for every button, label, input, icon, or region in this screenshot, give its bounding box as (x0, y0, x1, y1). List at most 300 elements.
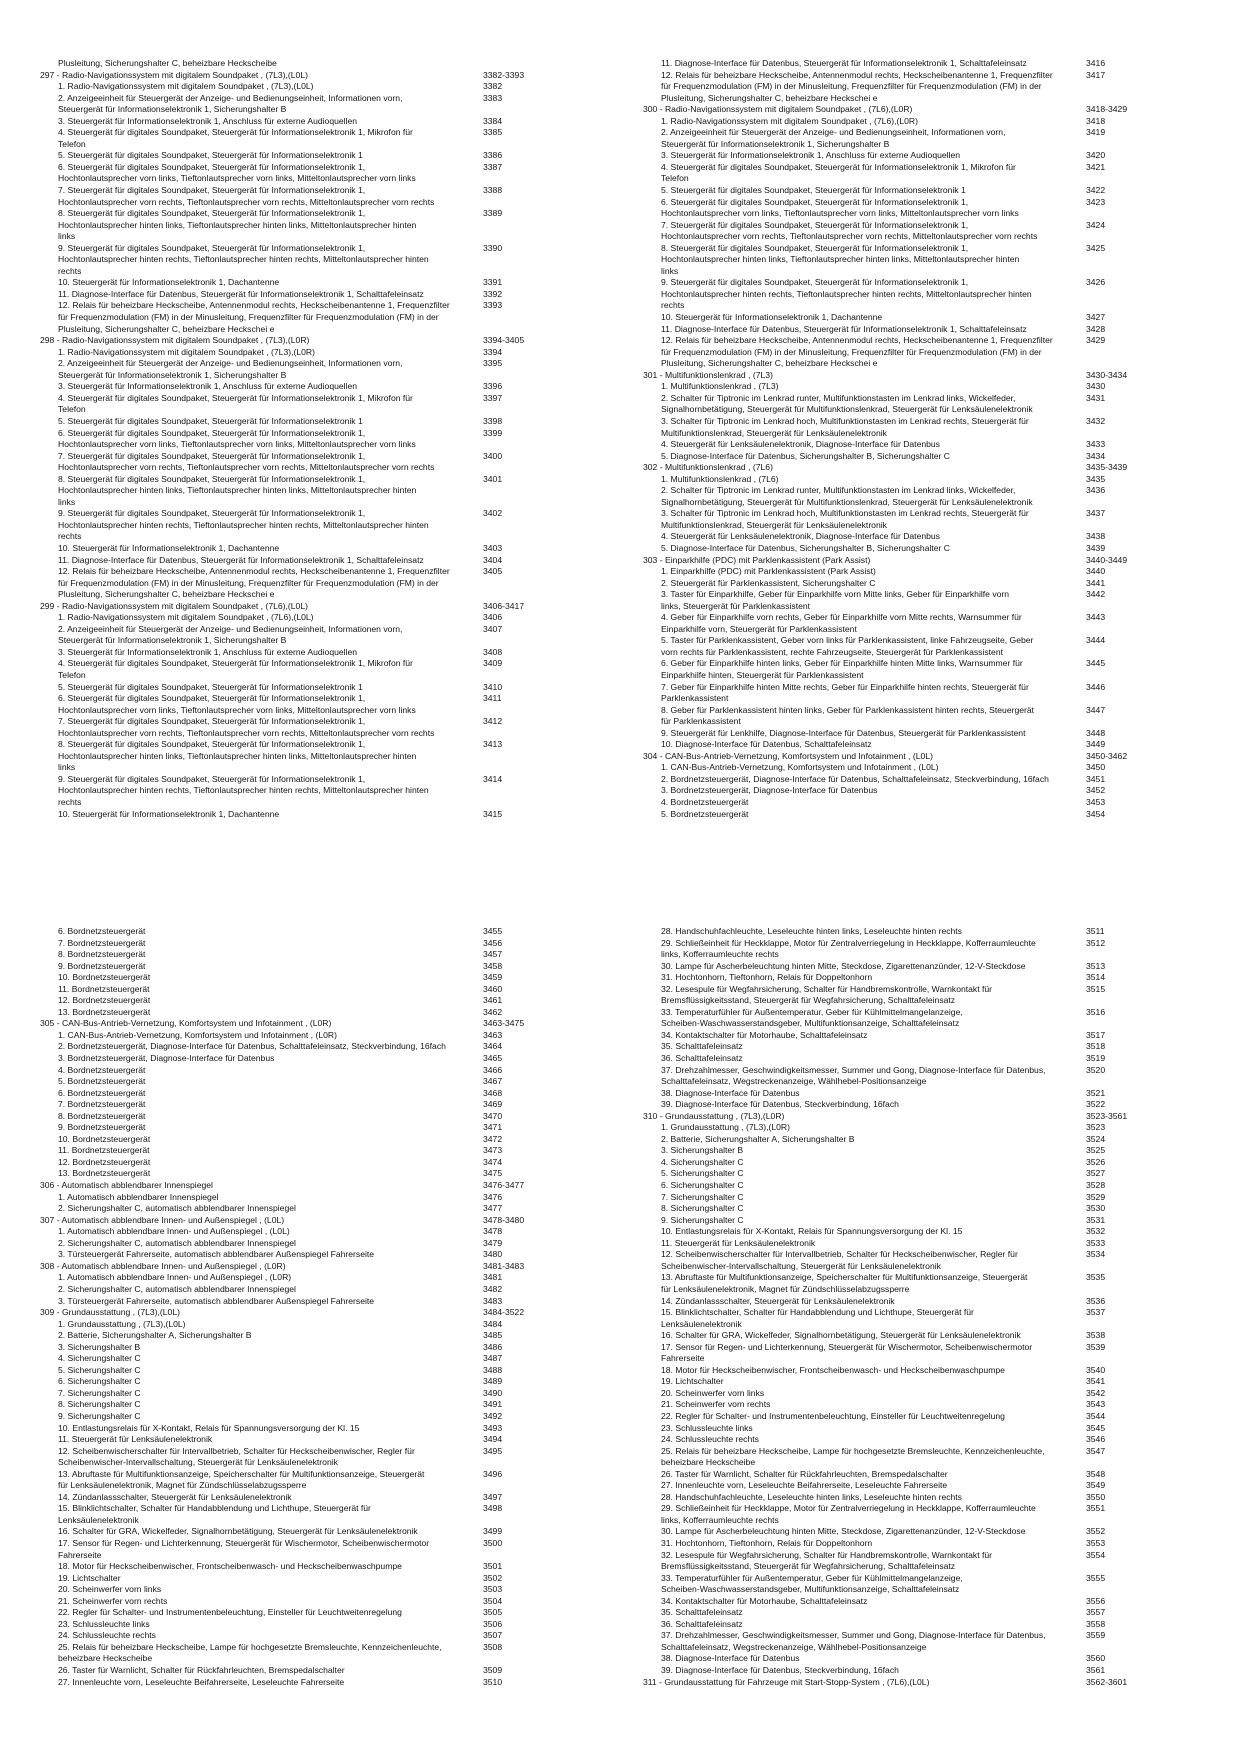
index-entry (58, 1134, 610, 1146)
entry-page-number: 3545 (1086, 1422, 1106, 1433)
entry-text: 1. Automatisch abblendbare Innen- und Außenspiegel , (L0L) (58, 1226, 290, 1237)
index-entry (58, 1469, 610, 1492)
index-entry (58, 1099, 610, 1111)
index-entry (58, 612, 610, 624)
index-entry (661, 1007, 1213, 1030)
entry-page-number: 3387 (483, 161, 503, 172)
index-entry (661, 1249, 1213, 1272)
index-entry (58, 1365, 610, 1377)
entry-text: 11. Steuergerät für Lenksäulenelektronik (58, 1434, 213, 1445)
index-entry (58, 162, 610, 185)
entry-text: 5. Steuergerät für digitales Soundpaket, Steuergerät für Informationselektronik 1 (661, 185, 966, 196)
entry-text: 299 - Radio-Navigationssystem mit digitalem Soundpaket , (7L6),(L0L) (40, 600, 308, 611)
entry-page-number: 3412 (483, 716, 503, 727)
index-entry (58, 381, 610, 393)
entry-page-number: 3493 (483, 1422, 503, 1433)
entry-text: 27. Innenleuchte vorn, Leseleuchte Beifahrerseite, Leseleuchte Fahrerseite (58, 1676, 345, 1687)
entry-text: 10. Steuergerät für Informationselektronik 1, Dachantenne (58, 808, 280, 819)
entry-text: 5. Sicherungshalter C (58, 1364, 141, 1375)
index-entry (661, 220, 1213, 243)
entry-text: 309 - Grundausstattung , (7L3),(L0L) (40, 1307, 180, 1318)
entry-page-number: 3522 (1086, 1099, 1106, 1110)
index-section-heading (643, 104, 1213, 116)
index-entry (58, 1192, 610, 1204)
index-entry (661, 243, 1213, 278)
index-entry (58, 972, 610, 984)
entry-text: 8. Sicherungshalter C (58, 1399, 141, 1410)
entry-page-number: 3382-3393 (483, 69, 525, 80)
entry-page-number: 3516 (1086, 1006, 1106, 1017)
index-entry (661, 774, 1213, 786)
entry-page-number: 3534 (1086, 1249, 1106, 1260)
entry-text: 6. Sicherungshalter C (58, 1376, 141, 1387)
index-entry (661, 728, 1213, 740)
index-entry (661, 485, 1213, 508)
index-entry (58, 93, 610, 116)
entry-text: 7. Bordnetzsteuergerät (58, 1099, 146, 1110)
index-entry (58, 1168, 610, 1180)
entry-text: 4. Steuergerät für Lenksäulenelektronik, Diagnose-Interface für Datenbus (661, 439, 940, 450)
entry-page-number: 3434 (1086, 450, 1106, 461)
index-entry (661, 785, 1213, 797)
entry-text: 5. Diagnose-Interface für Datenbus, Sicherungshalter B, Sicherungshalter C (661, 542, 951, 553)
index-entry (661, 116, 1213, 128)
entry-text: 7. Sicherungshalter C (661, 1191, 744, 1202)
index-entry (58, 1388, 610, 1400)
entry-page-number: 3521 (1086, 1087, 1106, 1098)
entry-page-number: 3553 (1086, 1537, 1106, 1548)
index-entry (661, 705, 1213, 728)
index-column-top-left (40, 58, 610, 820)
entry-text: 21. Scheinwerfer vorn rechts (661, 1399, 771, 1410)
index-entry (661, 1307, 1213, 1330)
index-entry (661, 1550, 1213, 1573)
entry-text: 5. Diagnose-Interface für Datenbus, Sicherungshalter B, Sicherungshalter C (661, 450, 951, 461)
entry-page-number: 3399 (483, 427, 503, 438)
entry-page-number: 3559 (1086, 1630, 1106, 1641)
entry-page-number: 3541 (1086, 1376, 1106, 1387)
entry-page-number: 3523-3561 (1086, 1110, 1128, 1121)
entry-page-number: 3449 (1086, 739, 1106, 750)
entry-text: 29. Schließeinheit für Heckklappe, Motor für Zentralverriegelung in Heckklappe, Kofferraumleuchte links, Kofferraumleuchte rechts (661, 937, 1036, 960)
entry-text: 2. Sicherungshalter C, automatisch abblendbarer Innenspiegel (58, 1283, 296, 1294)
index-entry (661, 127, 1213, 150)
entry-text: 24. Schlussleuchte rechts (661, 1434, 759, 1445)
index-entry (58, 300, 610, 335)
entry-page-number: 3499 (483, 1526, 503, 1537)
index-entry (661, 439, 1213, 451)
entry-page-number: 3460 (483, 983, 503, 994)
index-entry (58, 1041, 610, 1053)
entry-text: 17. Sensor für Regen- und Lichterkennung, Steuergerät für Wischermotor, Scheibenwischermotor Fahrerseite (661, 1341, 1033, 1364)
entry-text: 28. Handschuhfachleuchte, Leseleuchte hinten links, Leseleuchte hinten rechts (661, 1491, 962, 1502)
entry-text: 12. Bordnetzsteuergerät (58, 995, 151, 1006)
index-entry (58, 208, 610, 243)
entry-page-number: 3468 (483, 1087, 503, 1098)
index-entry (58, 1596, 610, 1608)
index-entry (58, 358, 610, 381)
entry-text: 19. Lichtschalter (661, 1376, 724, 1387)
entry-text: 12. Scheibenwischerschalter für Intervallbetrieb, Schalter für Heckscheibenwischer, Regler für Scheibenwischer-Intervallschaltung, Steuergerät für Lenksäulenelektronik (58, 1445, 415, 1468)
entry-text: 13. Bordnetzsteuergerät (58, 1168, 151, 1179)
index-entry (58, 1619, 610, 1631)
entry-text: 10. Bordnetzsteuergerät (58, 1133, 151, 1144)
entry-text: 7. Steuergerät für digitales Soundpaket, Steuergerät für Informationselektronik 1, Hochtonlautsprecher vorn rechts, Tieftonlautsprecher vorn rechts, Mitteltonlautsprecher vorn rechts (58, 450, 435, 473)
entry-page-number (483, 58, 610, 70)
index-entry (661, 474, 1213, 486)
entry-page-number: 3515 (1086, 983, 1106, 994)
entry-text: 2. Anzeigeeinheit für Steuergerät der Anzeige- und Bedienungseinheit, Informationen vorn, Steuergerät für Informationselektronik 1, Sicherungshalter B (58, 623, 403, 646)
index-section-heading (643, 1110, 1213, 1123)
entry-text: 38. Diagnose-Interface für Datenbus (661, 1087, 800, 1098)
entry-page-number: 3400 (483, 450, 503, 461)
entry-page-number: 3476-3477 (483, 1180, 525, 1191)
entry-text: 14. Zündanlassschalter, Steuergerät für Lenksäulenelektronik (661, 1295, 895, 1306)
index-entry (661, 381, 1213, 393)
index-entry (58, 1342, 610, 1354)
entry-text: 1. CAN-Bus-Antrieb-Vernetzung, Komfortsystem und Infotainment , (L0L) (661, 762, 939, 773)
entry-page-number: 3544 (1086, 1410, 1106, 1421)
entry-page-number: 3435-3439 (1086, 462, 1128, 473)
entry-page-number: 3457 (483, 949, 503, 960)
entry-text: 23. Schlussleuchte links (661, 1422, 753, 1433)
index-entry (58, 58, 610, 70)
index-entry (661, 1630, 1213, 1653)
entry-text: 5. Taster für Parklenkassistent, Geber vorn links für Parklenkassistent, linke Fahrzeugseite, Geber vorn rechts für Parklenkassistent, rechte Fahrzeugseite, Steuergerät für Parklenkassistent (661, 635, 1034, 657)
index-entry (58, 1157, 610, 1169)
index-entry (661, 1122, 1213, 1134)
index-entry (661, 1365, 1213, 1377)
index-section-heading (40, 1214, 610, 1227)
entry-text: 33. Temperaturfühler für Außentemperatur, Geber für Kühlmittelmangelanzeige, Scheiben-Waschwasserstandsgeber, Multifunktionsanzeige, Schalttafeleinsatz (661, 1006, 963, 1029)
entry-text: 10. Diagnose-Interface für Datenbus, Schalttafeleinsatz (661, 739, 872, 750)
index-entry (58, 774, 610, 809)
entry-text: 3. Türsteuergerät Fahrerseite, automatisch abblendbarer Außenspiegel Fahrerseite (58, 1295, 375, 1306)
entry-page-number: 3498 (483, 1503, 503, 1514)
index-entry (661, 1607, 1213, 1619)
entry-page-number: 3415 (483, 808, 503, 819)
entry-text: 4. Steuergerät für Lenksäulenelektronik, Diagnose-Interface für Datenbus (661, 531, 940, 542)
index-entry (58, 393, 610, 416)
index-entry (661, 70, 1213, 105)
entry-page-number: 3503 (483, 1584, 503, 1595)
index-section-heading (643, 750, 1213, 763)
entry-page-number: 3407 (483, 623, 503, 634)
entry-text: 300 - Radio-Navigationssystem mit digitalem Soundpaket , (7L6),(L0R) (643, 104, 913, 115)
entry-page-number: 3496 (483, 1468, 503, 1479)
index-entry (58, 1353, 610, 1365)
entry-text: 25. Relais für beheizbare Heckscheibe, Lampe für hochgesetzte Bremsleuchte, Kennzeichenleuchte, beheizbare Heckscheibe (661, 1445, 1045, 1468)
index-entry (661, 1296, 1213, 1308)
index-entry (58, 289, 610, 301)
index-entry (58, 739, 610, 774)
index-entry (661, 1203, 1213, 1215)
index-column-bottom-left (40, 926, 610, 1688)
entry-page-number: 3485 (483, 1330, 503, 1341)
entry-text: 3. Bordnetzsteuergerät, Diagnose-Interface für Datenbus (661, 785, 878, 796)
entry-page-number: 3394 (483, 346, 503, 357)
index-column-bottom-right (643, 926, 1213, 1688)
entry-text: 34. Kontaktschalter für Motorhaube, Schalttafeleinsatz (661, 1029, 868, 1040)
entry-page-number: 3430 (1086, 381, 1106, 392)
entry-text: 11. Diagnose-Interface für Datenbus, Steuergerät für Informationselektronik 1, Schalttafeleinsatz (58, 288, 424, 299)
entry-text: 35. Schalttafeleinsatz (661, 1607, 743, 1618)
index-entry (661, 416, 1213, 439)
entry-text: 3. Steuergerät für Informationselektronik 1, Anschluss für externe Audioquellen (661, 150, 961, 161)
index-entry (661, 185, 1213, 197)
index-entry (58, 1065, 610, 1077)
entry-text: 8. Bordnetzsteuergerät (58, 1110, 146, 1121)
entry-page-number: 3480 (483, 1249, 503, 1260)
entry-page-number: 3473 (483, 1145, 503, 1156)
entry-text: 311 - Grundausstattung für Fahrzeuge mit Start-Stopp-System , (7L6),(L0L) (643, 1676, 930, 1687)
entry-text: 26. Taster für Warnlicht, Schalter für Rückfahrleuchten, Bremspedalschalter (661, 1468, 948, 1479)
entry-text: 10. Steuergerät für Informationselektronik 1, Dachantenne (661, 312, 883, 323)
entry-text: 307 - Automatisch abblendbare Innen- und Außenspiegel , (L0L) (40, 1214, 285, 1225)
index-entry (661, 1168, 1213, 1180)
index-entry (58, 1630, 610, 1642)
entry-page-number: 3464 (483, 1041, 503, 1052)
entry-text: 6. Steuergerät für digitales Soundpaket, Steuergerät für Informationselektronik 1, Hochtonlautsprecher vorn links, Tieftonlautsprecher vorn links, Mitteltonlautsprecher vorn links (58, 427, 416, 450)
entry-text: 3. Steuergerät für Informationselektronik 1, Anschluss für externe Audioquellen (58, 646, 358, 657)
entry-page-number: 3505 (483, 1607, 503, 1618)
entry-page-number: 3529 (1086, 1191, 1106, 1202)
index-entry (661, 1180, 1213, 1192)
index-entry (58, 474, 610, 509)
entry-text: 4. Bordnetzsteuergerät (661, 797, 749, 807)
entry-page-number: 3542 (1086, 1387, 1106, 1398)
entry-page-number: 3514 (1086, 972, 1106, 983)
entry-page-number: 3440 (1086, 566, 1106, 577)
entry-text: 8. Steuergerät für digitales Soundpaket, Steuergerät für Informationselektronik 1, Hochtonlautsprecher hinten links, Tieftonlautsprecher hinten links, Mitteltonlautsprecher hinten links (661, 242, 1020, 276)
entry-page-number: 3517 (1086, 1029, 1106, 1040)
entry-text: 1. Grundausstattung , (7L3),(L0R) (661, 1122, 790, 1133)
entry-page-number: 3389 (483, 208, 503, 219)
index-entry (58, 416, 610, 428)
entry-page-number: 3386 (483, 150, 503, 161)
entry-page-number: 3562-3601 (1086, 1676, 1128, 1687)
entry-page-number: 3481-3483 (483, 1260, 525, 1271)
entry-text: 7. Steuergerät für digitales Soundpaket, Steuergerät für Informationselektronik 1, Hochtonlautsprecher vorn rechts, Tieftonlautsprecher vorn rechts, Mitteltonlautsprecher vorn rechts (58, 185, 435, 207)
entry-text: 12. Relais für beheizbare Heckscheibe, Antennenmodul rechts, Heckscheibenantenne 1, Frequenzfilter für Frequenzmodulation (FM) in der Minusleitung, Frequenzfilter für Frequenzmodulation (FM) in der Plusleitung, Sicherungshalter C, beheizbare Heckschei e (661, 69, 1053, 103)
entry-page-number: 3469 (483, 1099, 503, 1110)
index-entry (58, 1446, 610, 1469)
entry-text: 3. Sicherungshalter B (58, 1341, 141, 1352)
entry-page-number: 3404 (483, 554, 503, 565)
entry-page-number: 3406-3417 (483, 600, 525, 611)
entry-page-number: 3519 (1086, 1053, 1106, 1064)
entry-page-number: 3491 (483, 1399, 503, 1410)
index-section-heading (40, 69, 610, 82)
entry-text: 20. Scheinwerfer vorn links (661, 1387, 765, 1398)
index-entry (58, 1561, 610, 1573)
entry-page-number: 3429 (1086, 335, 1106, 346)
entry-page-number: 3482 (483, 1283, 503, 1294)
index-entry (661, 1041, 1213, 1053)
index-entry (661, 1145, 1213, 1157)
index-entry (661, 312, 1213, 324)
entry-text: 4. Steuergerät für digitales Soundpaket, Steuergerät für Informationselektronik 1, Mikrofon für Telefon (58, 127, 413, 149)
index-entry (58, 1434, 610, 1446)
entry-text: 34. Kontaktschalter für Motorhaube, Schalttafeleinsatz (661, 1595, 868, 1606)
index-entry (58, 1319, 610, 1331)
entry-text: 10. Steuergerät für Informationselektronik 1, Dachantenne (58, 542, 280, 553)
index-entry (661, 1226, 1213, 1238)
entry-text: 2. Steuergerät für Parklenkassistent, Sicherungshalter C (661, 577, 876, 588)
entry-page-number: 3401 (483, 473, 503, 484)
index-entry (661, 682, 1213, 705)
entry-page-number: 3481 (483, 1272, 503, 1283)
index-entry (661, 1342, 1213, 1365)
index-entry (58, 1088, 610, 1100)
entry-page-number: 3556 (1086, 1595, 1106, 1606)
index-entry (58, 116, 610, 128)
entry-page-number: 3486 (483, 1341, 503, 1352)
index-entry (661, 797, 1213, 809)
index-section-heading (40, 1260, 610, 1273)
entry-page-number: 3465 (483, 1053, 503, 1064)
index-entry (58, 961, 610, 973)
entry-page-number: 3501 (483, 1561, 503, 1572)
entry-page-number: 3450-3462 (1086, 750, 1128, 761)
index-entry (58, 1030, 610, 1042)
entry-text: 301 - Multifunktionslenkrad , (7L3) (643, 369, 773, 380)
entry-text: 39. Diagnose-Interface für Datenbus, Steckverbindung, 16fach (661, 1665, 899, 1675)
entry-page-number: 3450 (1086, 762, 1106, 773)
entry-page-number: 3528 (1086, 1180, 1106, 1191)
index-entry (661, 926, 1213, 938)
entry-text: 3. Bordnetzsteuergerät, Diagnose-Interface für Datenbus (58, 1053, 275, 1064)
entry-text: 25. Relais für beheizbare Heckscheibe, Lampe für hochgesetzte Bremsleuchte, Kennzeichenleuchte, beheizbare Heckscheibe (58, 1641, 442, 1664)
entry-page-number: 3431 (1086, 392, 1106, 403)
index-entry (661, 938, 1213, 961)
entry-text: 27. Innenleuchte vorn, Leseleuchte Beifahrerseite, Leseleuchte Fahrerseite (661, 1480, 948, 1491)
entry-page-number: 3543 (1086, 1399, 1106, 1410)
entry-page-number: 3414 (483, 773, 503, 784)
entry-text: 9. Steuergerät für Lenkhilfe, Diagnose-Interface für Datenbus, Steuergerät für Parklenkassistent (661, 727, 1026, 738)
entry-text: 298 - Radio-Navigationssystem mit digitalem Soundpaket , (7L3),(L0R) (40, 335, 310, 346)
entry-page-number: 3489 (483, 1376, 503, 1387)
entry-page-number: 3462 (483, 1006, 503, 1017)
index-entry (661, 1157, 1213, 1169)
index-entry (58, 682, 610, 694)
entry-page-number: 3382 (483, 81, 503, 92)
entry-text: 310 - Grundausstattung , (7L3),(L0R) (643, 1110, 785, 1121)
entry-text: 2. Schalter für Tiptronic im Lenkrad runter, Multifunktionstasten im Lenkrad links, Wickelfeder, Signalhornbetätigung, Steuergerät für Multifunktionslenkrad, Steuergerät für Lenksäulenelektronik (661, 392, 1033, 415)
entry-page-number: 3453 (1086, 797, 1106, 807)
index-section-heading (40, 1180, 610, 1192)
index-entry (661, 277, 1213, 312)
index-entry (58, 566, 610, 601)
entry-page-number: 3477 (483, 1203, 503, 1214)
entry-page-number: 3424 (1086, 219, 1106, 230)
index-entry (661, 1215, 1213, 1227)
index-entry (58, 647, 610, 659)
index-entry (58, 716, 610, 739)
entry-text: 19. Lichtschalter (58, 1572, 121, 1583)
entry-text: 9. Sicherungshalter C (661, 1214, 744, 1225)
entry-page-number: 3476 (483, 1191, 503, 1202)
entry-text: 5. Bordnetzsteuergerät (661, 808, 749, 819)
entry-text: 1. Radio-Navigationssystem mit digitalem Soundpaket , (7L6),(L0L) (58, 612, 314, 623)
entry-text: 10. Entlastungsrelais für X-Kontakt, Relais für Spannungsversorgung der Kl. 15 (58, 1422, 360, 1433)
index-entry (58, 1007, 610, 1019)
index-entry (58, 81, 610, 93)
entry-text: 9. Sicherungshalter C (58, 1410, 141, 1421)
entry-page-number: 3554 (1086, 1549, 1106, 1560)
index-entry (58, 1665, 610, 1677)
entry-text: 3. Taster für Einparkhilfe, Geber für Einparkhilfe vorn Mitte links, Geber für Einparkhilfe vorn links, Steuergerät für Parklenkassistent (661, 589, 1010, 611)
entry-text: 26. Taster für Warnlicht, Schalter für Rückfahrleuchten, Bremspedalschalter (58, 1665, 345, 1675)
entry-page-number: 3507 (483, 1630, 503, 1641)
index-entry (58, 1642, 610, 1665)
entry-text: 16. Schalter für GRA, Wickelfeder, Signalhornbetätigung, Steuergerät für Lenksäulenelektronik (58, 1526, 418, 1537)
entry-page-number: 3546 (1086, 1434, 1106, 1445)
entry-text: 12. Relais für beheizbare Heckscheibe, Antennenmodul rechts, Heckscheibenantenne 1, Frequenzfilter für Frequenzmodulation (FM) in der Minusleitung, Frequenzfilter für Frequenzmodulation (FM) in der Plusleitung, Sicherungshalter C, beheizbare Heckschei e (58, 566, 450, 600)
index-section-heading (40, 1307, 610, 1319)
index-section-heading (643, 369, 1213, 382)
index-entry (661, 543, 1213, 555)
entry-text: 2. Sicherungshalter C, automatisch abblendbarer Innenspiegel (58, 1203, 296, 1214)
index-entry (58, 1111, 610, 1123)
entry-page-number: 3383 (483, 92, 503, 103)
entry-page-number: 3423 (1086, 196, 1106, 207)
entry-page-number: 3537 (1086, 1307, 1106, 1318)
entry-page-number: 3419 (1086, 127, 1106, 138)
entry-page-number: 3438 (1086, 531, 1106, 542)
entry-text: 36. Schalttafeleinsatz (661, 1053, 743, 1064)
entry-page-number: 3388 (483, 185, 503, 196)
entry-text: 20. Scheinwerfer vorn links (58, 1584, 162, 1595)
entry-text: 12. Relais für beheizbare Heckscheibe, Antennenmodul rechts, Heckscheibenantenne 1, Frequenzfilter für Frequenzmodulation (FM) in der Minusleitung, Frequenzfilter für Frequenzmodulation (FM) in der Plusleitung, Sicherungshalter C, beheizbare Heckschei e (58, 300, 450, 334)
entry-text: 28. Handschuhfachleuchte, Leseleuchte hinten links, Leseleuchte hinten rechts (661, 926, 962, 936)
index-entry (661, 1423, 1213, 1435)
index-entry (661, 984, 1213, 1007)
entry-page-number: 3538 (1086, 1330, 1106, 1341)
entry-page-number: 3418 (1086, 115, 1106, 126)
entry-page-number: 3413 (483, 739, 503, 750)
entry-text: 6. Sicherungshalter C (661, 1180, 744, 1191)
entry-page-number: 3552 (1086, 1526, 1106, 1537)
index-entry (661, 393, 1213, 416)
entry-text: 1. Automatisch abblendbare Innen- und Außenspiegel , (L0R) (58, 1272, 292, 1283)
entry-text: 24. Schlussleuchte rechts (58, 1630, 156, 1641)
entry-page-number: 3459 (483, 972, 503, 983)
entry-text: 5. Steuergerät für digitales Soundpaket, Steuergerät für Informationselektronik 1 (58, 150, 363, 161)
index-entry (58, 543, 610, 555)
index-entry (58, 1145, 610, 1157)
entry-page-number: 3506 (483, 1618, 503, 1629)
entry-page-number: 3467 (483, 1076, 503, 1087)
entry-page-number: 3532 (1086, 1226, 1106, 1237)
entry-text: 15. Blinklichtschalter, Schalter für Handabblendung und Lichthupe, Steuergerät für Lenksäulenelektronik (661, 1307, 974, 1329)
index-entry (661, 1065, 1213, 1088)
entry-text: 9. Bordnetzsteuergerät (58, 1122, 146, 1133)
entry-page-number: 3427 (1086, 312, 1106, 323)
entry-text: 12. Scheibenwischerschalter für Intervallbetrieb, Schalter für Heckscheibenwischer, Regler für Scheibenwischer-Intervallschaltung, Steuergerät für Lenksäulenelektronik (661, 1249, 1018, 1271)
entry-text: 1. Radio-Navigationssystem mit digitalem Soundpaket , (7L3),(L0L) (58, 81, 314, 92)
index-entry (58, 1076, 610, 1088)
entry-text: 13. Abruftaste für Multifunktionsanzeige, Speicherschalter für Multifunktionsanzeige, Steuergerät für Lenksäulenelektronik, Magnet für Zündschlüsselabzugssperre (58, 1468, 425, 1491)
entry-page-number: 3439 (1086, 542, 1106, 553)
entry-text: 6. Steuergerät für digitales Soundpaket, Steuergerät für Informationselektronik 1, Hochtonlautsprecher vorn links, Tieftonlautsprecher vorn links, Mitteltonlautsprecher vorn links (661, 196, 1019, 219)
index-entry (661, 1446, 1213, 1469)
entry-page-number: 3410 (483, 681, 503, 692)
entry-page-number: 3405 (483, 566, 503, 577)
index-entry (58, 1330, 610, 1342)
entry-text: 1. Radio-Navigationssystem mit digitalem Soundpaket , (7L3),(L0R) (58, 346, 315, 357)
entry-page-number: 3548 (1086, 1468, 1106, 1479)
